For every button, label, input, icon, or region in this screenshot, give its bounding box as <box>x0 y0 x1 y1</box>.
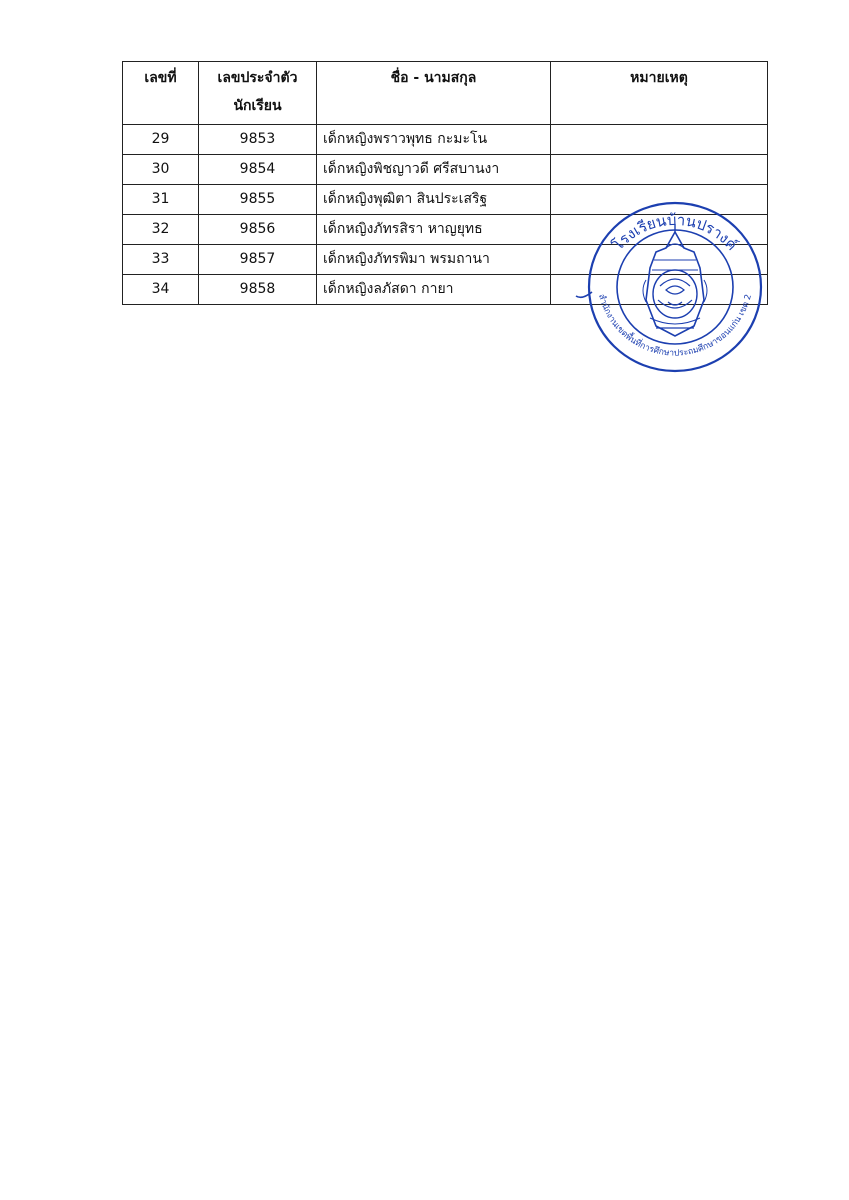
seal-bottom-text: สำนักงานเขตพื้นที่การศึกษาประถมศึกษาขอนแก่น เขต 2 <box>595 293 754 359</box>
row-student-id: 9855 <box>199 185 317 215</box>
row-number: 34 <box>123 275 199 305</box>
table-row <box>123 125 768 155</box>
header-student-id <box>199 62 317 125</box>
row-number: 33 <box>123 245 199 275</box>
school-seal-stamp <box>574 190 774 380</box>
row-student-id: 9854 <box>199 155 317 185</box>
seal-inner-ring <box>617 230 733 344</box>
row-name: เด็กหญิงพิชญาวดี ศรีสบานงา <box>317 155 551 185</box>
row-name: เด็กหญิงภัทรพิมา พรมถานา <box>317 245 551 275</box>
row-name: เด็กหญิงพราวพุทธ กะมะโน <box>317 125 551 155</box>
row-student-id: 9858 <box>199 275 317 305</box>
header-student-id-line2: นักเรียน <box>233 98 282 114</box>
row-name: เด็กหญิงลภัสดา กายา <box>317 275 551 305</box>
header-student-id-line1: เลขประจำตัว <box>217 70 298 86</box>
row-number: 32 <box>123 215 199 245</box>
row-number: 30 <box>123 155 199 185</box>
seal-emblem-icon <box>643 224 707 336</box>
header-remark: หมายเหตุ <box>551 62 768 125</box>
row-name: เด็กหญิงพุฒิตา สินประเสริฐ <box>317 185 551 215</box>
table-row <box>123 155 768 185</box>
row-remark <box>551 155 768 185</box>
header-number: เลขที่ <box>123 62 199 125</box>
seal-top-text: โรงเรียนบ้านปรางค์ <box>608 210 742 255</box>
row-name: เด็กหญิงภัทรสิรา หาญยุทธ <box>317 215 551 245</box>
header-name: ชื่อ - นามสกุล <box>317 62 551 125</box>
row-number: 29 <box>123 125 199 155</box>
row-number: 31 <box>123 185 199 215</box>
row-student-id: 9853 <box>199 125 317 155</box>
row-remark <box>551 125 768 155</box>
row-student-id: 9857 <box>199 245 317 275</box>
table-header-row <box>123 62 768 125</box>
row-student-id: 9856 <box>199 215 317 245</box>
